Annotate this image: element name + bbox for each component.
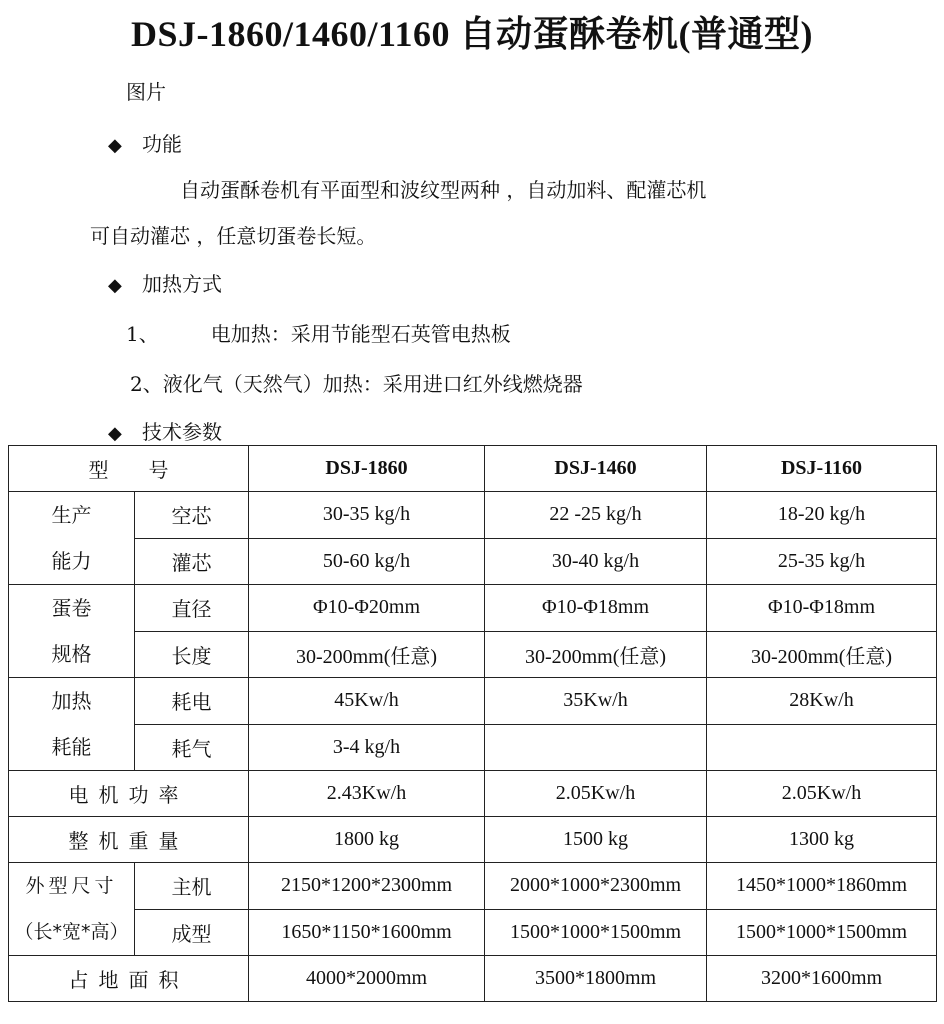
table-cell: 25-35 kg/h xyxy=(707,538,937,585)
row-label: 耗气 xyxy=(135,724,249,771)
row-label: 空芯 xyxy=(135,492,249,539)
table-cell xyxy=(707,724,937,771)
table-row xyxy=(9,585,937,632)
table-cell: 30-200mm(任意) xyxy=(485,631,707,678)
function-heading-row xyxy=(108,128,182,157)
table-row xyxy=(9,863,937,910)
table-cell: 2.43Kw/h xyxy=(249,771,485,817)
row-label: 整机重量 xyxy=(9,817,249,863)
table-cell: 1450*1000*1860mm xyxy=(707,863,937,910)
table-cell: 3-4 kg/h xyxy=(249,724,485,771)
table-row xyxy=(9,724,937,771)
row-label: 占地面积 xyxy=(9,956,249,1002)
table-row xyxy=(9,909,937,956)
specs-heading: 技术参数 xyxy=(142,420,222,444)
model-header: DSJ-1860 xyxy=(249,446,485,492)
table-cell: 2.05Kw/h xyxy=(707,771,937,817)
table-cell: 22 -25 kg/h xyxy=(485,492,707,539)
row-label: 电机功率 xyxy=(9,771,249,817)
table-row xyxy=(9,678,937,725)
row-label: 主机 xyxy=(135,863,249,910)
table-cell: 30-200mm(任意) xyxy=(249,631,485,678)
table-cell: 28Kw/h xyxy=(707,678,937,725)
function-text-line1: 自动蛋酥卷机有平面型和波纹型两种 ，自动加料、配灌芯机 xyxy=(180,178,707,202)
table-row xyxy=(9,817,937,863)
model-header: DSJ-1160 xyxy=(707,446,937,492)
roll-category: 蛋卷 规格 xyxy=(9,585,135,678)
table-cell: Φ10-Φ18mm xyxy=(485,585,707,632)
spec-table xyxy=(8,445,937,1002)
table-row xyxy=(9,492,937,539)
table-row xyxy=(9,771,937,817)
table-cell: 2.05Kw/h xyxy=(485,771,707,817)
model-header-label: 型 号 xyxy=(9,446,249,492)
table-cell: 50-60 kg/h xyxy=(249,538,485,585)
table-cell: 2000*1000*2300mm xyxy=(485,863,707,910)
heating-heading-row xyxy=(108,268,222,297)
function-text-line2: 可自动灌芯 ，任意切蛋卷长短。 xyxy=(90,224,377,248)
table-cell: 1800 kg xyxy=(249,817,485,863)
diamond-bullet-icon: ◆ xyxy=(108,275,122,296)
table-cell: 2150*1200*2300mm xyxy=(249,863,485,910)
table-cell: 1300 kg xyxy=(707,817,937,863)
table-cell: 3500*1800mm xyxy=(485,956,707,1002)
table-cell: 30-40 kg/h xyxy=(485,538,707,585)
row-label: 耗电 xyxy=(135,678,249,725)
capacity-category: 生产 能力 xyxy=(9,492,135,585)
table-cell: 30-35 kg/h xyxy=(249,492,485,539)
table-cell: 1500 kg xyxy=(485,817,707,863)
table-cell: 35Kw/h xyxy=(485,678,707,725)
heating-item-1 xyxy=(126,318,511,347)
table-cell: 1650*1150*1600mm xyxy=(249,909,485,956)
table-row xyxy=(9,631,937,678)
table-cell xyxy=(485,724,707,771)
table-cell: Φ10-Φ20mm xyxy=(249,585,485,632)
table-row xyxy=(9,538,937,585)
row-label: 成型 xyxy=(135,909,249,956)
table-cell: 45Kw/h xyxy=(249,678,485,725)
picture-label: 图片 xyxy=(126,80,166,104)
table-header-row xyxy=(9,446,937,492)
diamond-bullet-icon: ◆ xyxy=(108,423,122,444)
energy-category: 加热 耗能 xyxy=(9,678,135,771)
specs-heading-row xyxy=(108,416,222,445)
row-label: 长度 xyxy=(135,631,249,678)
table-row xyxy=(9,956,937,1002)
document-title: DSJ-1860/1460/1160 自动蛋酥卷机(普通型) xyxy=(130,14,813,54)
heating-item-2: 2、液化气（天然气）加热：采用进口红外线燃烧器 xyxy=(130,372,583,396)
function-heading: 功能 xyxy=(142,132,182,156)
table-cell: 4000*2000mm xyxy=(249,956,485,1002)
table-cell: 1500*1000*1500mm xyxy=(707,909,937,956)
table-cell: 30-200mm(任意) xyxy=(707,631,937,678)
table-cell: Φ10-Φ18mm xyxy=(707,585,937,632)
heating-item-1-number: 1、 xyxy=(126,322,159,346)
table-cell: 1500*1000*1500mm xyxy=(485,909,707,956)
diamond-bullet-icon: ◆ xyxy=(108,135,122,156)
heating-item-1-text: 电加热：采用节能型石英管电热板 xyxy=(210,322,511,346)
dimensions-category: 外型尺寸 （长*宽*高） xyxy=(9,863,135,956)
model-header: DSJ-1460 xyxy=(485,446,707,492)
table-cell: 3200*1600mm xyxy=(707,956,937,1002)
row-label: 灌芯 xyxy=(135,538,249,585)
row-label: 直径 xyxy=(135,585,249,632)
table-cell: 18-20 kg/h xyxy=(707,492,937,539)
heating-heading: 加热方式 xyxy=(142,272,222,296)
